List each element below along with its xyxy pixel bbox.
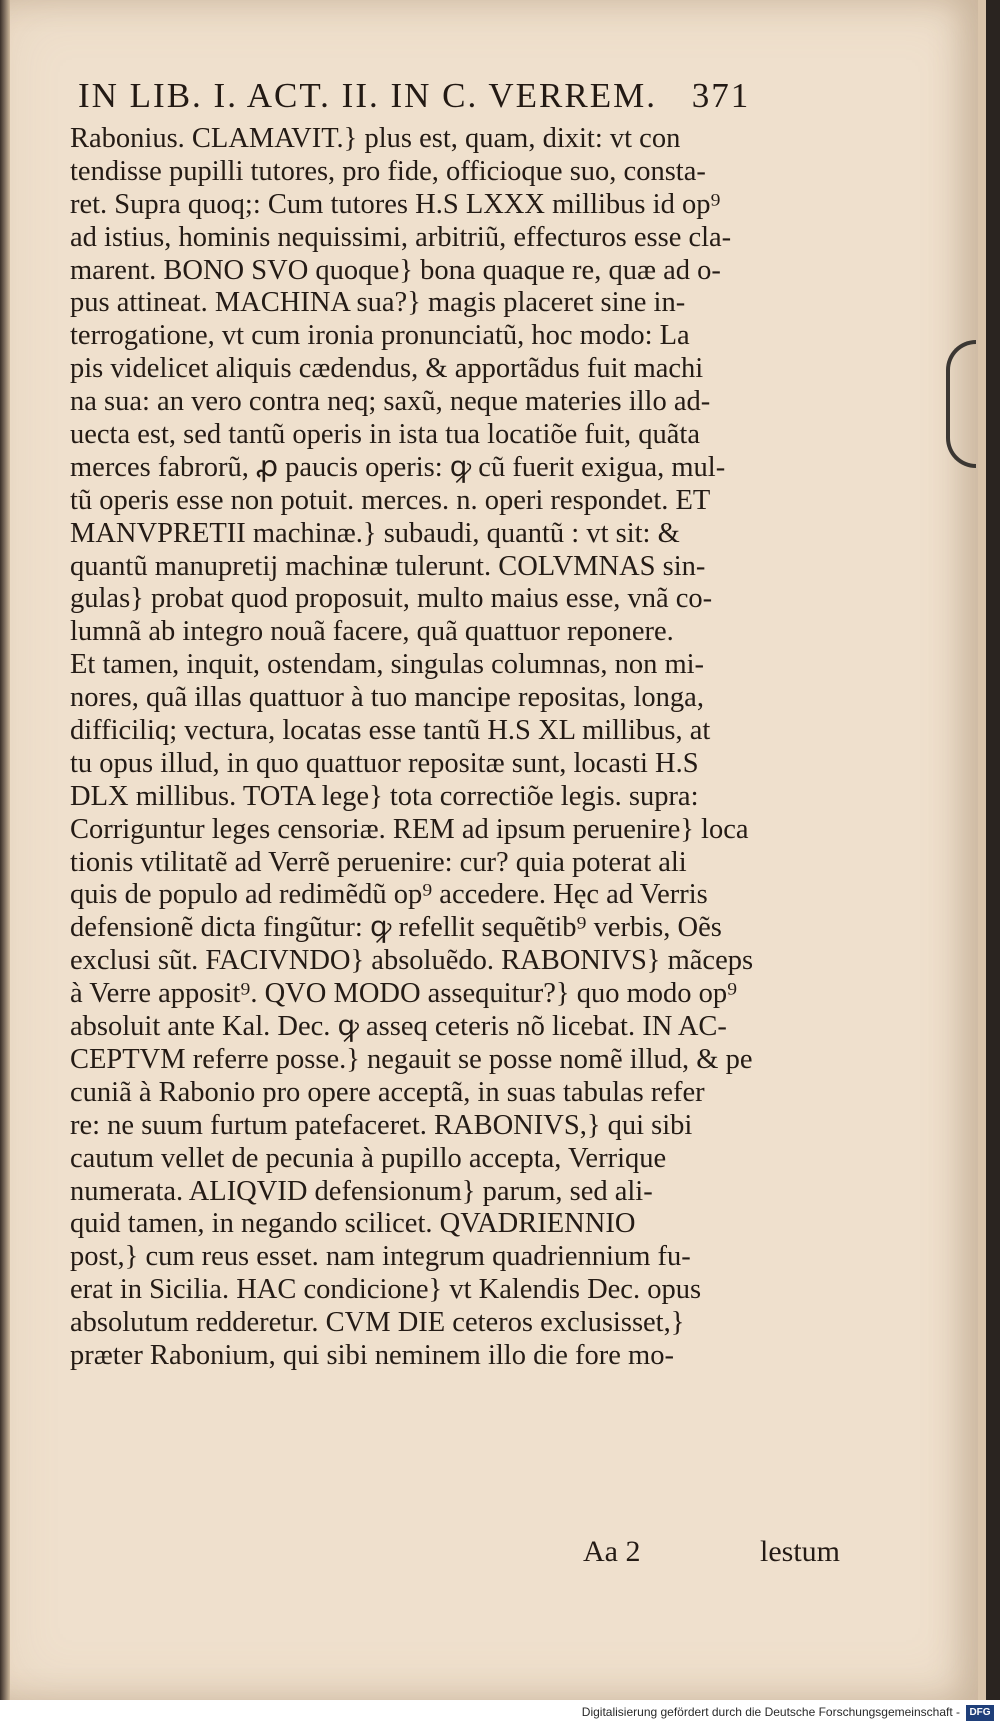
text-line: nores, quã illas quattuor à tuo mancipe repositas, longa, <box>70 682 704 714</box>
text-line: Corriguntur leges censoriæ. REM ad ipsum peruenire} loca <box>70 813 749 845</box>
signature-mark: Aa 2 <box>583 1535 641 1568</box>
text-line: pus attineat. MACHINA sua?} magis placeret sine in- <box>70 287 686 319</box>
text-line: terrogatione, vt cum ironia pronunciatũ, hoc modo: La <box>70 320 690 352</box>
text-line: erat in Sicilia. HAC condicione} vt Kalendis Dec. opus <box>70 1274 702 1306</box>
text-line: gulas} probat quod proposuit, multo maius esse, vnã co- <box>70 583 713 615</box>
text-line: quid tamen, in negando scilicet. QVADRIENNIO <box>70 1208 636 1240</box>
running-title: IN LIB. I. ACT. II. IN C. VERREM. <box>78 76 657 115</box>
text-line: re: ne suum furtum patefaceret. RABONIVS,} qui sibi <box>70 1109 693 1141</box>
text-line: tu opus illud, in quo quattuor repositæ sunt, locasti H.S <box>70 747 699 779</box>
text-line: præter Rabonium, qui sibi neminem illo die fore mo- <box>70 1339 674 1371</box>
text-line: defensionẽ dicta fingũtur: ꝙ refellit sequẽtib⁹ verbis, Oẽs <box>70 912 722 944</box>
page-footer <box>70 1535 850 1575</box>
text-line: Et tamen, inquit, ostendam, singulas columnas, non mi- <box>70 649 705 681</box>
text-line: na sua: an vero contra neq; saxũ, neque materies illo ad- <box>70 386 711 418</box>
body-text <box>70 123 850 1373</box>
page-number: 371 <box>691 76 751 115</box>
text-line: quis de populo ad redimẽdũ op⁹ accedere. Hęc ad Verris <box>70 879 708 911</box>
text-line: tendisse pupilli tutores, pro fide, officioque suo, consta- <box>70 155 706 187</box>
page-gutter <box>0 0 10 1700</box>
text-line: absoluit ante Kal. Dec. ꝙ asseq ceteris nõ licebat. IN AC- <box>70 1011 727 1043</box>
text-line: ret. Supra quoq;: Cum tutores H.S LXXX millibus id op⁹ <box>70 188 721 220</box>
text-line: merces fabrorũ, ꝓ paucis operis: ꝙ cũ fuerit exigua, mul- <box>70 451 726 483</box>
page-clip <box>946 340 976 468</box>
text-line: tũ operis esse non potuit. merces. n. operi respondet. ET <box>70 484 711 516</box>
text-line: Rabonius. CLAMAVIT.} plus est, quam, dixit: vt con <box>70 123 681 154</box>
text-line: DLX millibus. TOTA lege} tota correctiõe legis. supra: <box>70 780 699 812</box>
text-line: cautum vellet de pecunia à pupillo accepta, Verrique <box>70 1142 667 1174</box>
running-header <box>78 76 848 116</box>
text-line: tionis vtilitatẽ ad Verrẽ peruenire: cur? quia poterat ali <box>70 846 687 878</box>
text-line: MANVPRETII machinæ.} subaudi, quantũ : vt sit: & <box>70 517 680 549</box>
credit-text: Digitalisierung gefördert durch die Deutsche Forschungsgemeinschaft - <box>581 1705 960 1719</box>
text-line: uecta est, sed tantũ operis in ista tua locatiõe fuit, quãta <box>70 419 700 451</box>
text-line: CEPTVM referre posse.} negauit se posse nomẽ illud, & pe <box>70 1043 753 1075</box>
text-line: quantũ manupretij machinæ tulerunt. COLVMNAS sin- <box>70 550 706 582</box>
text-line: absolutum redderetur. CVM DIE ceteros exclusisset,} <box>70 1307 685 1339</box>
text-line: à Verre apposit⁹. QVO MODO assequitur?} quo modo op⁹ <box>70 978 738 1010</box>
catchword: lestum <box>760 1535 840 1568</box>
text-line: cuniã à Rabonio pro opere acceptã, in suas tabulas refer <box>70 1076 705 1108</box>
text-line: lumnã ab integro nouã facere, quã quattuor reponere. <box>70 616 674 648</box>
credit-bar <box>0 1700 1000 1727</box>
text-line: ad istius, hominis nequissimi, arbitriũ, effecturos esse cla- <box>70 221 732 253</box>
text-line: difficiliq; vectura, locatas esse tantũ H.S XL millibus, at <box>70 715 711 747</box>
text-line: post,} cum reus esset. nam integrum quadriennium fu- <box>70 1241 691 1273</box>
dfg-logo-icon: DFG <box>966 1705 994 1721</box>
text-line: pis videlicet aliquis cædendus, & apportãdus fuit machi <box>70 353 704 385</box>
text-line: exclusi sũt. FACIVNDO} absoluẽdo. RABONIVS} mãceps <box>70 945 754 977</box>
text-line: numerata. ALIQVID defensionum} parum, sed ali- <box>70 1175 653 1207</box>
text-line: marent. BONO SVO quoque} bona quaque re, quæ ad o- <box>70 254 721 286</box>
